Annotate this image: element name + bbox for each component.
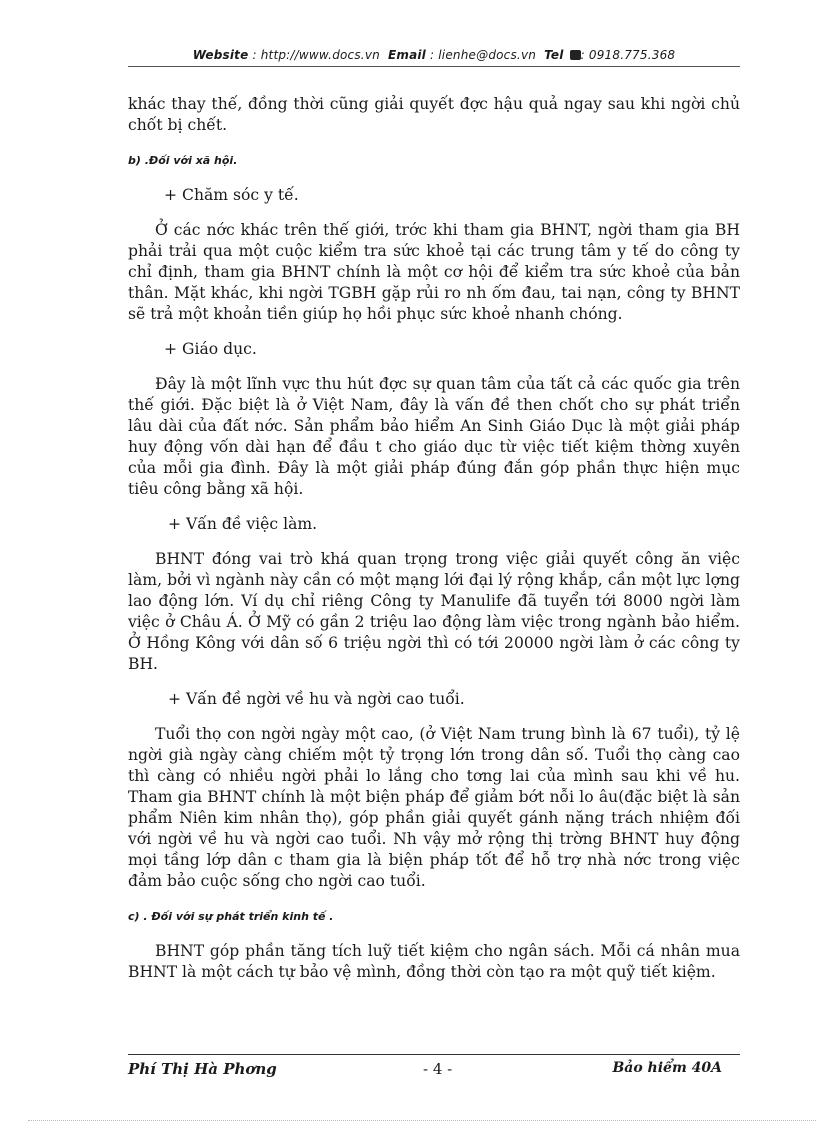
paragraph-economy: BHNT góp phần tăng tích luỹ tiết kiệm cho ngân sách. Mỗi cá nhân mua BHNT là một cách tự bảo vệ mình, đồng thời còn tạo ra một quỹ tiết kiệm. (128, 942, 740, 981)
section-heading-b: b) .Đối với xã hội. (128, 154, 238, 167)
paragraph-health: Ở các nớc khác trên thế giới, trớc khi tham gia BHNT, ngời tham gia BH phải trải qua một cuộc kiểm tra sức khoẻ tại các trung tâm y tế do công ty chỉ định, tham gia BHNT chính là một cơ hội để kiểm tra sức khoẻ của bản thân. Mặt khác, khi ngời TGBH gặp rủi ro nh ốm đau, tai nạn, công ty BHNT sẽ trả một khoản tiền giúp họ hồi phục sức khoẻ nhanh chóng. (128, 221, 740, 323)
paragraph-employment: BHNT đóng vai trò khá quan trọng trong việc giải quyết công ăn việc làm, bởi vì ngành này cần có một mạng lới đại lý rộng khắp, cần một lực lợng lao động lớn. Ví dụ chỉ riêng Công ty Manulife đã tuyển tới 8000 ngời làm việc ở Châu Á. Ở Mỹ có gần 2 triệu lao động làm việc trong ngành bảo hiểm. Ở Hồng Kông với dân số 6 triệu ngời thì có tới 20000 ngời làm ở các công ty BH. (128, 550, 740, 673)
website-value[interactable]: : http://www.docs.vn (252, 48, 380, 62)
list-item-education: + Giáo dục. (164, 340, 257, 358)
tel-label: Tel (544, 48, 564, 62)
website-label: Website (192, 48, 249, 62)
tel-value: : 0918.775.368 (580, 48, 676, 62)
paragraph-education: Đây là một lĩnh vực thu hút đợc sự quan tâm của tất cả các quốc gia trên thế giới. Đặc biệt là ở Việt Nam, đây là vấn đề then chốt cho sự phát triển lâu dài của đất nớc. Sản phẩm bảo hiểm An Sinh Giáo Dục là một giải pháp huy động vốn dài hạn để đầu t cho giáo dục từ việc tiết kiệm thờng xuyên của mỗi gia đình. Đây là một giải pháp đúng đắn góp phần thực hiện mục tiêu công bằng xã hội. (128, 375, 740, 498)
list-item-employment: + Vấn đề việc làm. (168, 515, 318, 533)
section-heading-c: c) . Đối với sự phát triển kinh tế . (128, 910, 334, 923)
page-footer (128, 1060, 740, 1082)
email-value[interactable]: : lienhe@docs.vn (430, 48, 537, 62)
bottom-dotted-line (28, 1120, 816, 1121)
list-item-health: + Chăm sóc y tế. (164, 186, 299, 204)
paragraph-elderly: Tuổi thọ con ngời ngày một cao, (ở Việt Nam trung bình là 67 tuổi), tỷ lệ ngời già ngày càng chiếm một tỷ trọng lớn trong dân số. Tuổi thọ càng cao thì càng có nhiều ngời phải lo lắng cho tơng lai của mình sau khi về hu. Tham gia BHNT chính là một biện pháp để giảm bớt nỗi lo âu(đặc biệt là sản phẩm Niên kim nhân thọ), góp phần giải quyết gánh nặng trách nhiệm đối với ngời về hu và ngời cao tuổi. Nh vậy mở rộng thị trờng BHNT huy động mọi tầng lớp dân c tham gia là biện pháp tốt để hỗ trợ nhà nớc trong việc đảm bảo cuộc sống cho ngời cao tuổi. (128, 725, 740, 890)
paragraph-continuation: khác thay thế, đồng thời cũng giải quyết đợc hậu quả ngay sau khi ngời chủ chốt bị chết. (128, 95, 740, 134)
page-number: - 4 - (423, 1060, 453, 1078)
email-label: Email (387, 48, 426, 62)
footer-divider (128, 1054, 740, 1055)
page-body (128, 94, 740, 983)
phone-icon (570, 50, 581, 60)
page-header (128, 48, 740, 62)
footer-author: Phí Thị Hà Phơng (128, 1060, 277, 1078)
footer-class: Bảo hiểm 40A (612, 1060, 722, 1076)
header-divider (128, 66, 740, 67)
list-item-elderly: + Vấn đề ngời về hu và ngời cao tuổi. (168, 690, 465, 708)
